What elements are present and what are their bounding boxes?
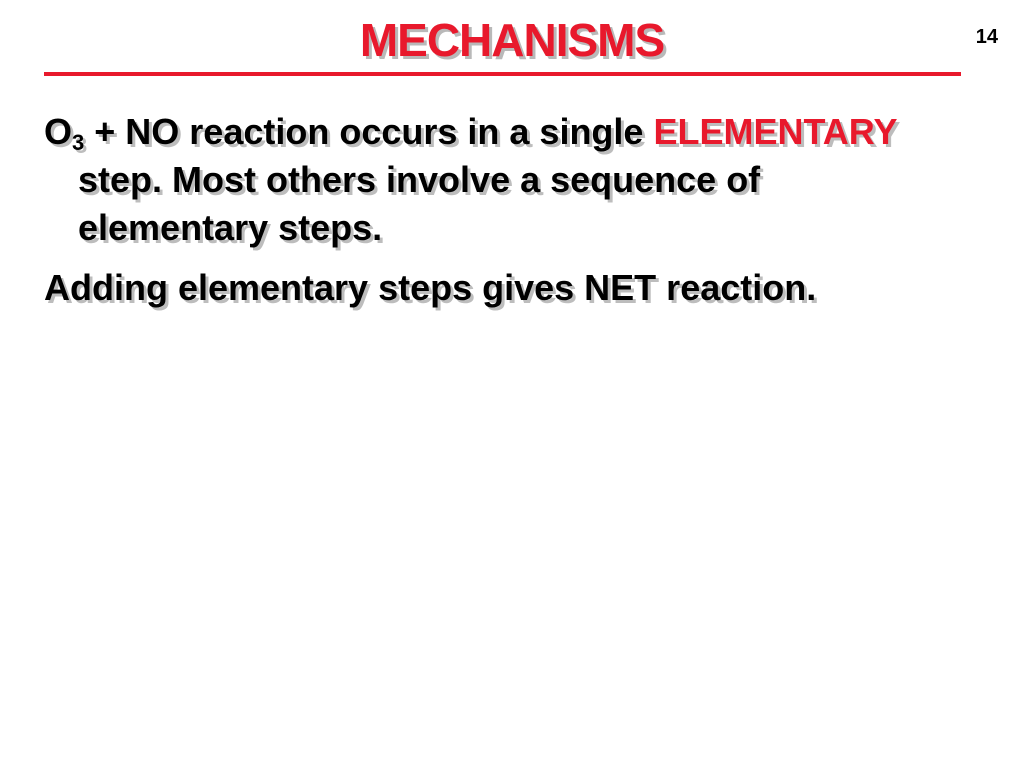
title-divider — [44, 72, 961, 76]
slide-body — [44, 108, 944, 324]
paragraph-mechanism — [44, 108, 944, 252]
slide-title: MECHANISMS — [359, 14, 665, 66]
paragraph-text-end: step. Most others involve a sequence of elementary steps. — [78, 159, 761, 248]
formula-base: O — [44, 111, 73, 152]
paragraph-net-reaction: Adding elementary steps gives NET reaction. — [44, 267, 817, 308]
elementary-highlight: ELEMENTARY — [653, 111, 897, 152]
paragraph-text-start: + NO reaction occurs in a single — [84, 111, 654, 152]
formula-subscript: 3 — [72, 130, 85, 155]
page-number: 14 — [975, 26, 998, 48]
